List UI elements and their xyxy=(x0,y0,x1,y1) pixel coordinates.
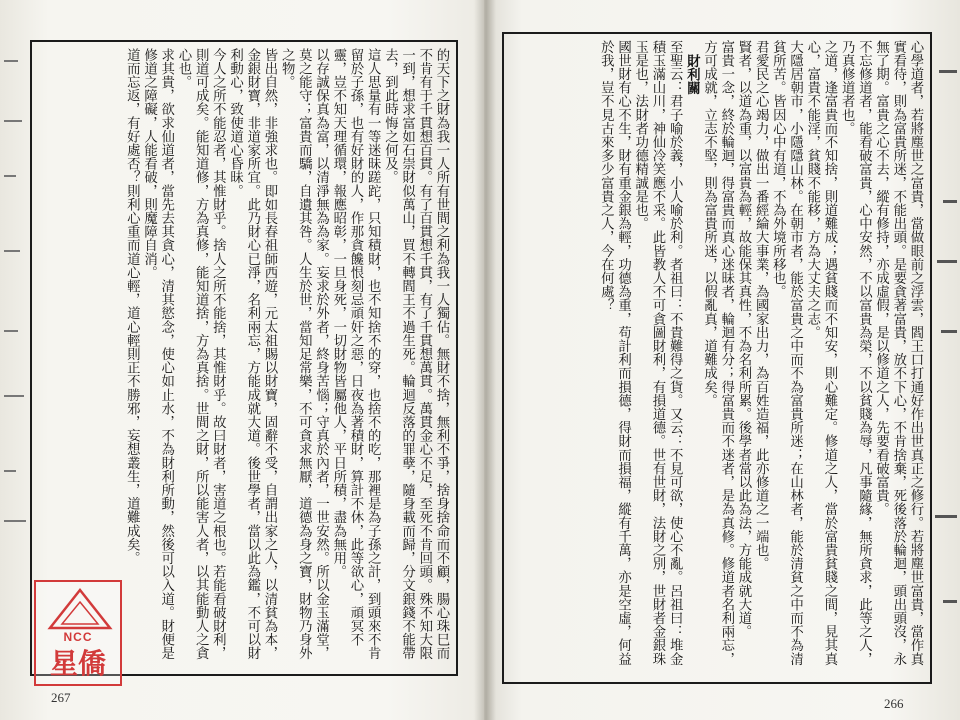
publisher-seal xyxy=(34,580,122,686)
right-text-columns xyxy=(510,40,924,676)
left-paragraph-1: 的天下之財為我一人所有世間之利為我一人獨佔。無財不捨，無利不爭，捨身捨命而不顧，腸心珠巳而不肯有于千貫想百貫。有了百貫想千貫，有了千貫想萬貫。萬貫金心不足，至死不肯回頭。殊不知大限一到，想求富如石崇財似萬山，買不轉閻王不過生死。輪迴反落的罪孽，隨身載而歸，分文銀錢不能帶去，到此時悔之何及。 xyxy=(382,48,449,660)
right-paragraph-4: 大隱居朝市，小隱隱山林。在朝市者，能於富貴之中而不為富貴所迷；在山林者，能於清貧之中而不為清貧所苦。皆因心中有道，不為外境所移也。 xyxy=(770,40,803,666)
right-paragraph-6: 賢者，以道為重，以富貴為輕，故能保其真性，不為名利所累。後學者當以此為法，方能成就大道。 xyxy=(735,40,751,639)
section-paragraph-2: 國世財有心不生，財有重金銀為輕，功德為重，苟計利而損德，得財而損福，縱有千萬，亦是空虛，何益於我，豈不見古來多少富貴之人，今在何處？ xyxy=(598,40,631,666)
right-paragraph-1: 心學道者，若將塵世之富貴，當做眼前之浮雲，閻王口打通好作出世真正之修行。若將塵世富貴，當作真實看待，則為富貴所迷，不能出頭。是要貪著富貴，放不下心，不肯捨棄，死後落於輪迴，頭出頭沒，永無了期。富貴之心不去，縱有修持，亦成虛假，是以修道之人，先要看破富貴。 xyxy=(873,40,923,666)
left-page-edge xyxy=(0,0,30,720)
left-paragraph-6: 求其貴，欲求仙道者，當先去其貪心，清其慾念，使心如止水，不為財利所動，然後可以入道。財便是修道之障礙，人能看破，則魔障自消。 xyxy=(141,48,174,660)
section-heading: 財利關 xyxy=(684,54,701,95)
seal-top-text: NCC xyxy=(63,630,93,644)
right-paragraph-2: 不忘修道者，能看破富貴，心中安然，不以富貴為榮，不以貧賤為辱，凡事隨緣，無所貪求，此等之人，乃真修道者也。 xyxy=(839,40,872,666)
right-text-frame xyxy=(502,32,932,684)
left-paragraph-2: 這人思量有一等迷昧蹉跎，只知積財，也不知捨不的穿，也捨不的吃，那裡是為子孫之計，到頭來不肯留於子孫，也有好財的人，作那貪饞恨刻忌頑奸之惡，日夜為著積財，算計不休，此等欲心，頑冥不靈，豈不知天理循環，報應昭彰，一旦身死，一切財物皆屬他人，平日所積，盡為無用。 xyxy=(330,48,381,660)
left-paragraph-4: 皆出自然，非強求也。即如長春祖師西遊，元太祖賜以財寶，固辭不受，自謂出家之人，以清貧為本，金銀財寶，非道家所宜。此乃財心已淨，名利兩忘，方能成就大道。後世學者，當以此為鑑，不可以財利動心，致使道心昏昧。 xyxy=(227,48,277,660)
right-paragraph-7: 富貴一念，終於輪迴，得富貴而真心迷昧者，輪迴有分；得富貴而不迷者，是為真修。修道者名利兩忘，方可成就，立志不堅，則為富貴所迷，以假亂真，道難成矣。 xyxy=(701,40,734,666)
seal-bottom-text: 星僑 xyxy=(49,648,106,679)
left-text-columns xyxy=(38,48,450,668)
right-page-number: 266 xyxy=(884,696,904,711)
left-paragraph-5: 今人之所不能忍者，其惟財乎。捨人之所不能捨，其惟財乎。故曰財者，害道之根也。若能看破財利，則道可成矣。能知道修，方為真修，能知道捨，方為真捨。世間之財，所以能害人者，以其能動人之貪心也。 xyxy=(175,48,226,660)
right-paragraph-3: 之道，逢富貴而不知捨，則道難成；遇貧賤而不知安，則心難定。修道之人，當於富貴貧賤之間，見其真心，富貴不能淫，貧賤不能移，方為大丈夫之志。 xyxy=(804,40,837,666)
left-paragraph-3: 以存誠保真為富，以清淨無為為家。妄求於外者，終身苦惱；守真於內者，一世安然。所以金玉滿堂，莫之能守；富貴而驕，自遺其咎。人生於世，當知足常樂，不可貪求無厭，道德為身之寶，財物乃身外之物。 xyxy=(279,48,329,660)
section-paragraph-1: 至聖云：君子喻於義，小人喻於利。者祖曰：不貴難得之貨。又云：不見可欲，使心不亂。呂祖曰：堆金積玉滿山川，神仙冷笑應不采。此皆教人不可貪圖財利，有損道德。世有世財，法財之別，世財者金銀珠玉是也，法財者功德精誠是也。 xyxy=(632,40,683,666)
right-paragraph-5: 君愛民之心竭力，做出一番經綸大事業，為國家出力，為百姓造福，此亦修道之一端也。 xyxy=(753,40,769,571)
left-paragraph-7: 道而忘返，有好處否？則利心重而道心輕，道心輕則正不勝邪，妄想叢生，道難成矣。 xyxy=(124,48,140,565)
right-page-edge xyxy=(932,0,960,720)
book-gutter xyxy=(474,0,496,720)
left-page-number: 267 xyxy=(51,690,71,705)
